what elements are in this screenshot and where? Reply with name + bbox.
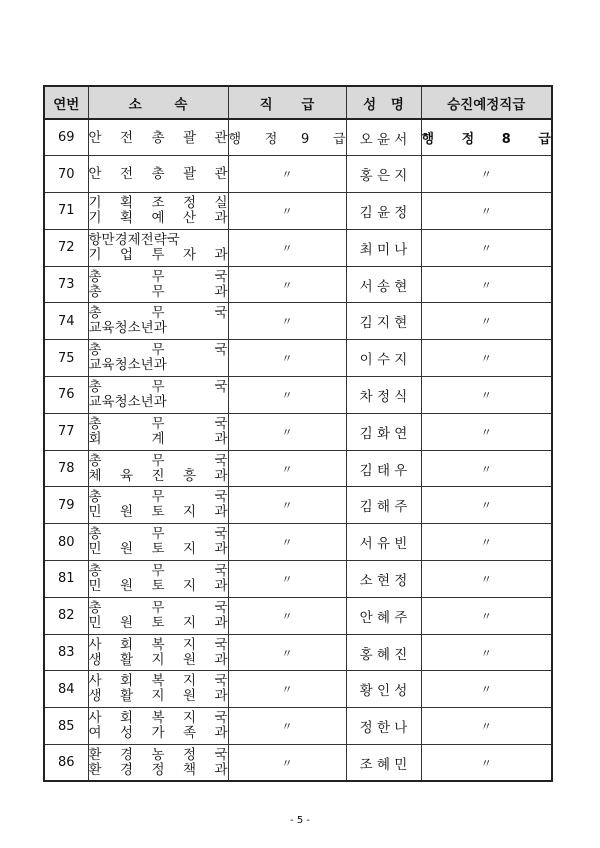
promotion-grade-cell <box>421 597 552 634</box>
grade-value: 〃 <box>281 683 293 697</box>
department-line: 체 육 진 흥 과 <box>88 467 228 484</box>
department-cell <box>88 450 228 487</box>
table-row <box>44 597 552 634</box>
promotion-grade-value: 〃 <box>480 683 492 697</box>
header-department <box>88 86 228 119</box>
grade-value: 〃 <box>281 278 293 292</box>
table-row <box>44 377 552 414</box>
department-line: 사 회 복 지 국 <box>88 636 228 653</box>
table-header-row <box>44 86 552 119</box>
grade-value: 〃 <box>281 388 293 402</box>
grade-cell <box>228 450 346 487</box>
grade-value: 〃 <box>281 425 293 439</box>
grade-value: 〃 <box>281 646 293 660</box>
grade-cell <box>228 561 346 598</box>
department-cell <box>88 377 228 414</box>
department-line: 민 원 토 지 과 <box>88 614 228 631</box>
department-cell <box>88 303 228 340</box>
grade-value: 〃 <box>281 315 293 329</box>
serial-number-cell: 82 <box>44 597 88 634</box>
promotion-grade-cell <box>421 303 552 340</box>
department-line: 총 무 국 <box>88 452 228 469</box>
department-cell <box>88 597 228 634</box>
grade-value: 〃 <box>281 572 293 586</box>
promotion-grade-cell <box>421 119 552 156</box>
department-line: 사 회 복 지 국 <box>88 673 228 690</box>
department-line: 생 활 지 원 과 <box>88 651 228 668</box>
department-line: 민 원 토 지 과 <box>88 541 228 558</box>
promotion-grade-cell <box>421 193 552 230</box>
department-line: 안 전 총 괄 관 <box>88 129 228 146</box>
header-name-label: 성 명 <box>363 96 404 113</box>
table-row <box>44 524 552 561</box>
department-line: 여 성 가 족 과 <box>88 725 228 742</box>
promotion-grade-value: 〃 <box>480 572 492 586</box>
promotion-grade-cell <box>421 450 552 487</box>
promotion-grade-cell <box>421 156 552 193</box>
name-cell: 안 혜 주 <box>346 597 421 634</box>
promotion-grade-value: 〃 <box>480 352 492 366</box>
name-cell: 김 태 우 <box>346 450 421 487</box>
table-row <box>44 487 552 524</box>
grade-cell <box>228 229 346 266</box>
grade-cell <box>228 266 346 303</box>
serial-number-cell: 72 <box>44 229 88 266</box>
grade-value: 〃 <box>281 609 293 623</box>
serial-number-cell: 75 <box>44 340 88 377</box>
promotion-roster-table <box>43 85 553 782</box>
grade-value: 〃 <box>281 499 293 513</box>
grade-cell <box>228 671 346 708</box>
grade-cell <box>228 193 346 230</box>
grade-cell <box>228 377 346 414</box>
department-cell <box>88 561 228 598</box>
department-line: 교육청소년과 <box>88 320 167 337</box>
promotion-grade-cell <box>421 708 552 745</box>
header-grade-label: 직 급 <box>259 96 315 113</box>
serial-number-cell: 79 <box>44 487 88 524</box>
department-line: 기 획 조 정 실 <box>88 194 228 211</box>
grade-value: 〃 <box>281 462 293 476</box>
promotion-grade-value: 〃 <box>480 646 492 660</box>
grade-cell <box>228 487 346 524</box>
header-promotion-grade: 승진예정직급 <box>421 86 552 119</box>
promotion-grade-value: 〃 <box>480 756 492 770</box>
promotion-grade-value: 〃 <box>480 278 492 292</box>
promotion-grade-cell <box>421 266 552 303</box>
department-cell <box>88 708 228 745</box>
department-line: 총 무 국 <box>88 305 228 322</box>
department-cell <box>88 266 228 303</box>
promotion-grade-cell <box>421 634 552 671</box>
promotion-grade-value: 〃 <box>480 609 492 623</box>
table-row <box>44 156 552 193</box>
department-line: 총 무 국 <box>88 562 228 579</box>
name-cell: 황 인 성 <box>346 671 421 708</box>
department-line: 총 무 국 <box>88 415 228 432</box>
name-cell: 오 윤 서 <box>346 119 421 156</box>
serial-number-cell: 85 <box>44 708 88 745</box>
promotion-grade-value: 〃 <box>480 720 492 734</box>
serial-number-cell: 84 <box>44 671 88 708</box>
department-cell <box>88 229 228 266</box>
table-row <box>44 119 552 156</box>
department-cell <box>88 487 228 524</box>
grade-value: 〃 <box>281 756 293 770</box>
department-line: 생 활 지 원 과 <box>88 688 228 705</box>
department-line: 총 무 과 <box>88 283 228 300</box>
name-cell: 서 송 현 <box>346 266 421 303</box>
promotion-grade-cell <box>421 229 552 266</box>
name-cell: 김 해 주 <box>346 487 421 524</box>
grade-cell <box>228 597 346 634</box>
department-line: 기 업 투 자 과 <box>88 246 228 263</box>
name-cell: 정 한 나 <box>346 708 421 745</box>
serial-number-cell: 74 <box>44 303 88 340</box>
department-cell <box>88 156 228 193</box>
header-grade <box>228 86 346 119</box>
department-cell <box>88 193 228 230</box>
name-cell: 홍 혜 진 <box>346 634 421 671</box>
department-line: 교육청소년과 <box>88 393 167 410</box>
promotion-grade-value: 〃 <box>480 168 492 182</box>
grade-value: 〃 <box>281 168 293 182</box>
promotion-grade-cell <box>421 561 552 598</box>
department-line: 총 무 국 <box>88 599 228 616</box>
promotion-grade-value: 〃 <box>480 462 492 476</box>
serial-number-cell: 81 <box>44 561 88 598</box>
department-line: 안 전 총 괄 관 <box>88 166 228 183</box>
serial-number-cell: 69 <box>44 119 88 156</box>
promotion-grade-cell <box>421 487 552 524</box>
table-row <box>44 634 552 671</box>
serial-number-cell: 77 <box>44 413 88 450</box>
grade-cell <box>228 156 346 193</box>
serial-number-cell: 70 <box>44 156 88 193</box>
name-cell: 홍 은 지 <box>346 156 421 193</box>
grade-cell <box>228 303 346 340</box>
grade-cell <box>228 708 346 745</box>
promotion-grade-value: 〃 <box>480 315 492 329</box>
table-row <box>44 450 552 487</box>
header-name <box>346 86 421 119</box>
table-row <box>44 340 552 377</box>
department-cell <box>88 413 228 450</box>
table-row <box>44 266 552 303</box>
grade-cell <box>228 634 346 671</box>
grade-cell <box>228 340 346 377</box>
promotion-grade-cell <box>421 745 552 782</box>
department-line: 총 무 국 <box>88 378 228 395</box>
table-row <box>44 303 552 340</box>
table-row <box>44 561 552 598</box>
name-cell: 서 유 빈 <box>346 524 421 561</box>
department-cell <box>88 745 228 782</box>
promotion-grade-cell <box>421 340 552 377</box>
grade-value: 〃 <box>281 536 293 550</box>
table-row <box>44 745 552 782</box>
page-number: - 5 - <box>290 815 310 826</box>
department-line: 총 무 국 <box>88 489 228 506</box>
department-cell <box>88 671 228 708</box>
table-row <box>44 413 552 450</box>
serial-number-cell: 86 <box>44 745 88 782</box>
department-line: 환 경 농 정 국 <box>88 746 228 763</box>
promotion-grade-cell <box>421 671 552 708</box>
promotion-grade-cell <box>421 524 552 561</box>
table-row <box>44 229 552 266</box>
name-cell: 차 정 식 <box>346 377 421 414</box>
department-line: 민 원 토 지 과 <box>88 577 228 594</box>
grade-value: 행 정 9 급 <box>228 132 346 148</box>
name-cell: 김 지 현 <box>346 303 421 340</box>
name-cell: 이 수 지 <box>346 340 421 377</box>
promotion-grade-value: 〃 <box>480 388 492 402</box>
grade-cell <box>228 524 346 561</box>
grade-value: 〃 <box>281 720 293 734</box>
promotion-grade-value: 〃 <box>480 425 492 439</box>
department-line: 민 원 토 지 과 <box>88 504 228 521</box>
promotion-grade-value: 〃 <box>480 536 492 550</box>
department-line: 교육청소년과 <box>88 357 167 374</box>
table-row <box>44 708 552 745</box>
promotion-grade-value: 〃 <box>480 241 492 255</box>
department-line: 총 무 국 <box>88 342 228 359</box>
name-cell: 소 현 정 <box>346 561 421 598</box>
department-line: 총 무 국 <box>88 526 228 543</box>
table-row <box>44 193 552 230</box>
header-serial-number: 연번 <box>44 86 88 119</box>
name-cell: 최 미 나 <box>346 229 421 266</box>
department-line: 항만경제전략국 <box>88 231 180 248</box>
name-cell: 김 윤 정 <box>346 193 421 230</box>
promotion-grade-cell <box>421 413 552 450</box>
serial-number-cell: 71 <box>44 193 88 230</box>
grade-value: 〃 <box>281 204 293 218</box>
serial-number-cell: 80 <box>44 524 88 561</box>
grade-cell <box>228 413 346 450</box>
department-line: 환 경 정 책 과 <box>88 761 228 778</box>
promotion-grade-value: 〃 <box>480 499 492 513</box>
header-department-label: 소 속 <box>128 96 188 113</box>
promotion-grade-cell <box>421 377 552 414</box>
department-cell <box>88 340 228 377</box>
serial-number-cell: 83 <box>44 634 88 671</box>
table-body <box>44 119 552 781</box>
department-cell <box>88 119 228 156</box>
promotion-grade-value: 〃 <box>480 204 492 218</box>
name-cell: 조 혜 민 <box>346 745 421 782</box>
department-line: 회 계 과 <box>88 430 228 447</box>
grade-cell <box>228 745 346 782</box>
grade-value: 〃 <box>281 352 293 366</box>
department-line: 총 무 국 <box>88 268 228 285</box>
serial-number-cell: 78 <box>44 450 88 487</box>
grade-value: 〃 <box>281 241 293 255</box>
promotion-grade-value: 행 정 8 급 <box>421 132 551 148</box>
grade-cell <box>228 119 346 156</box>
name-cell: 김 화 연 <box>346 413 421 450</box>
department-cell <box>88 524 228 561</box>
serial-number-cell: 73 <box>44 266 88 303</box>
table-row <box>44 671 552 708</box>
serial-number-cell: 76 <box>44 377 88 414</box>
department-cell <box>88 634 228 671</box>
department-line: 기 획 예 산 과 <box>88 209 228 226</box>
department-line: 사 회 복 지 국 <box>88 710 228 727</box>
